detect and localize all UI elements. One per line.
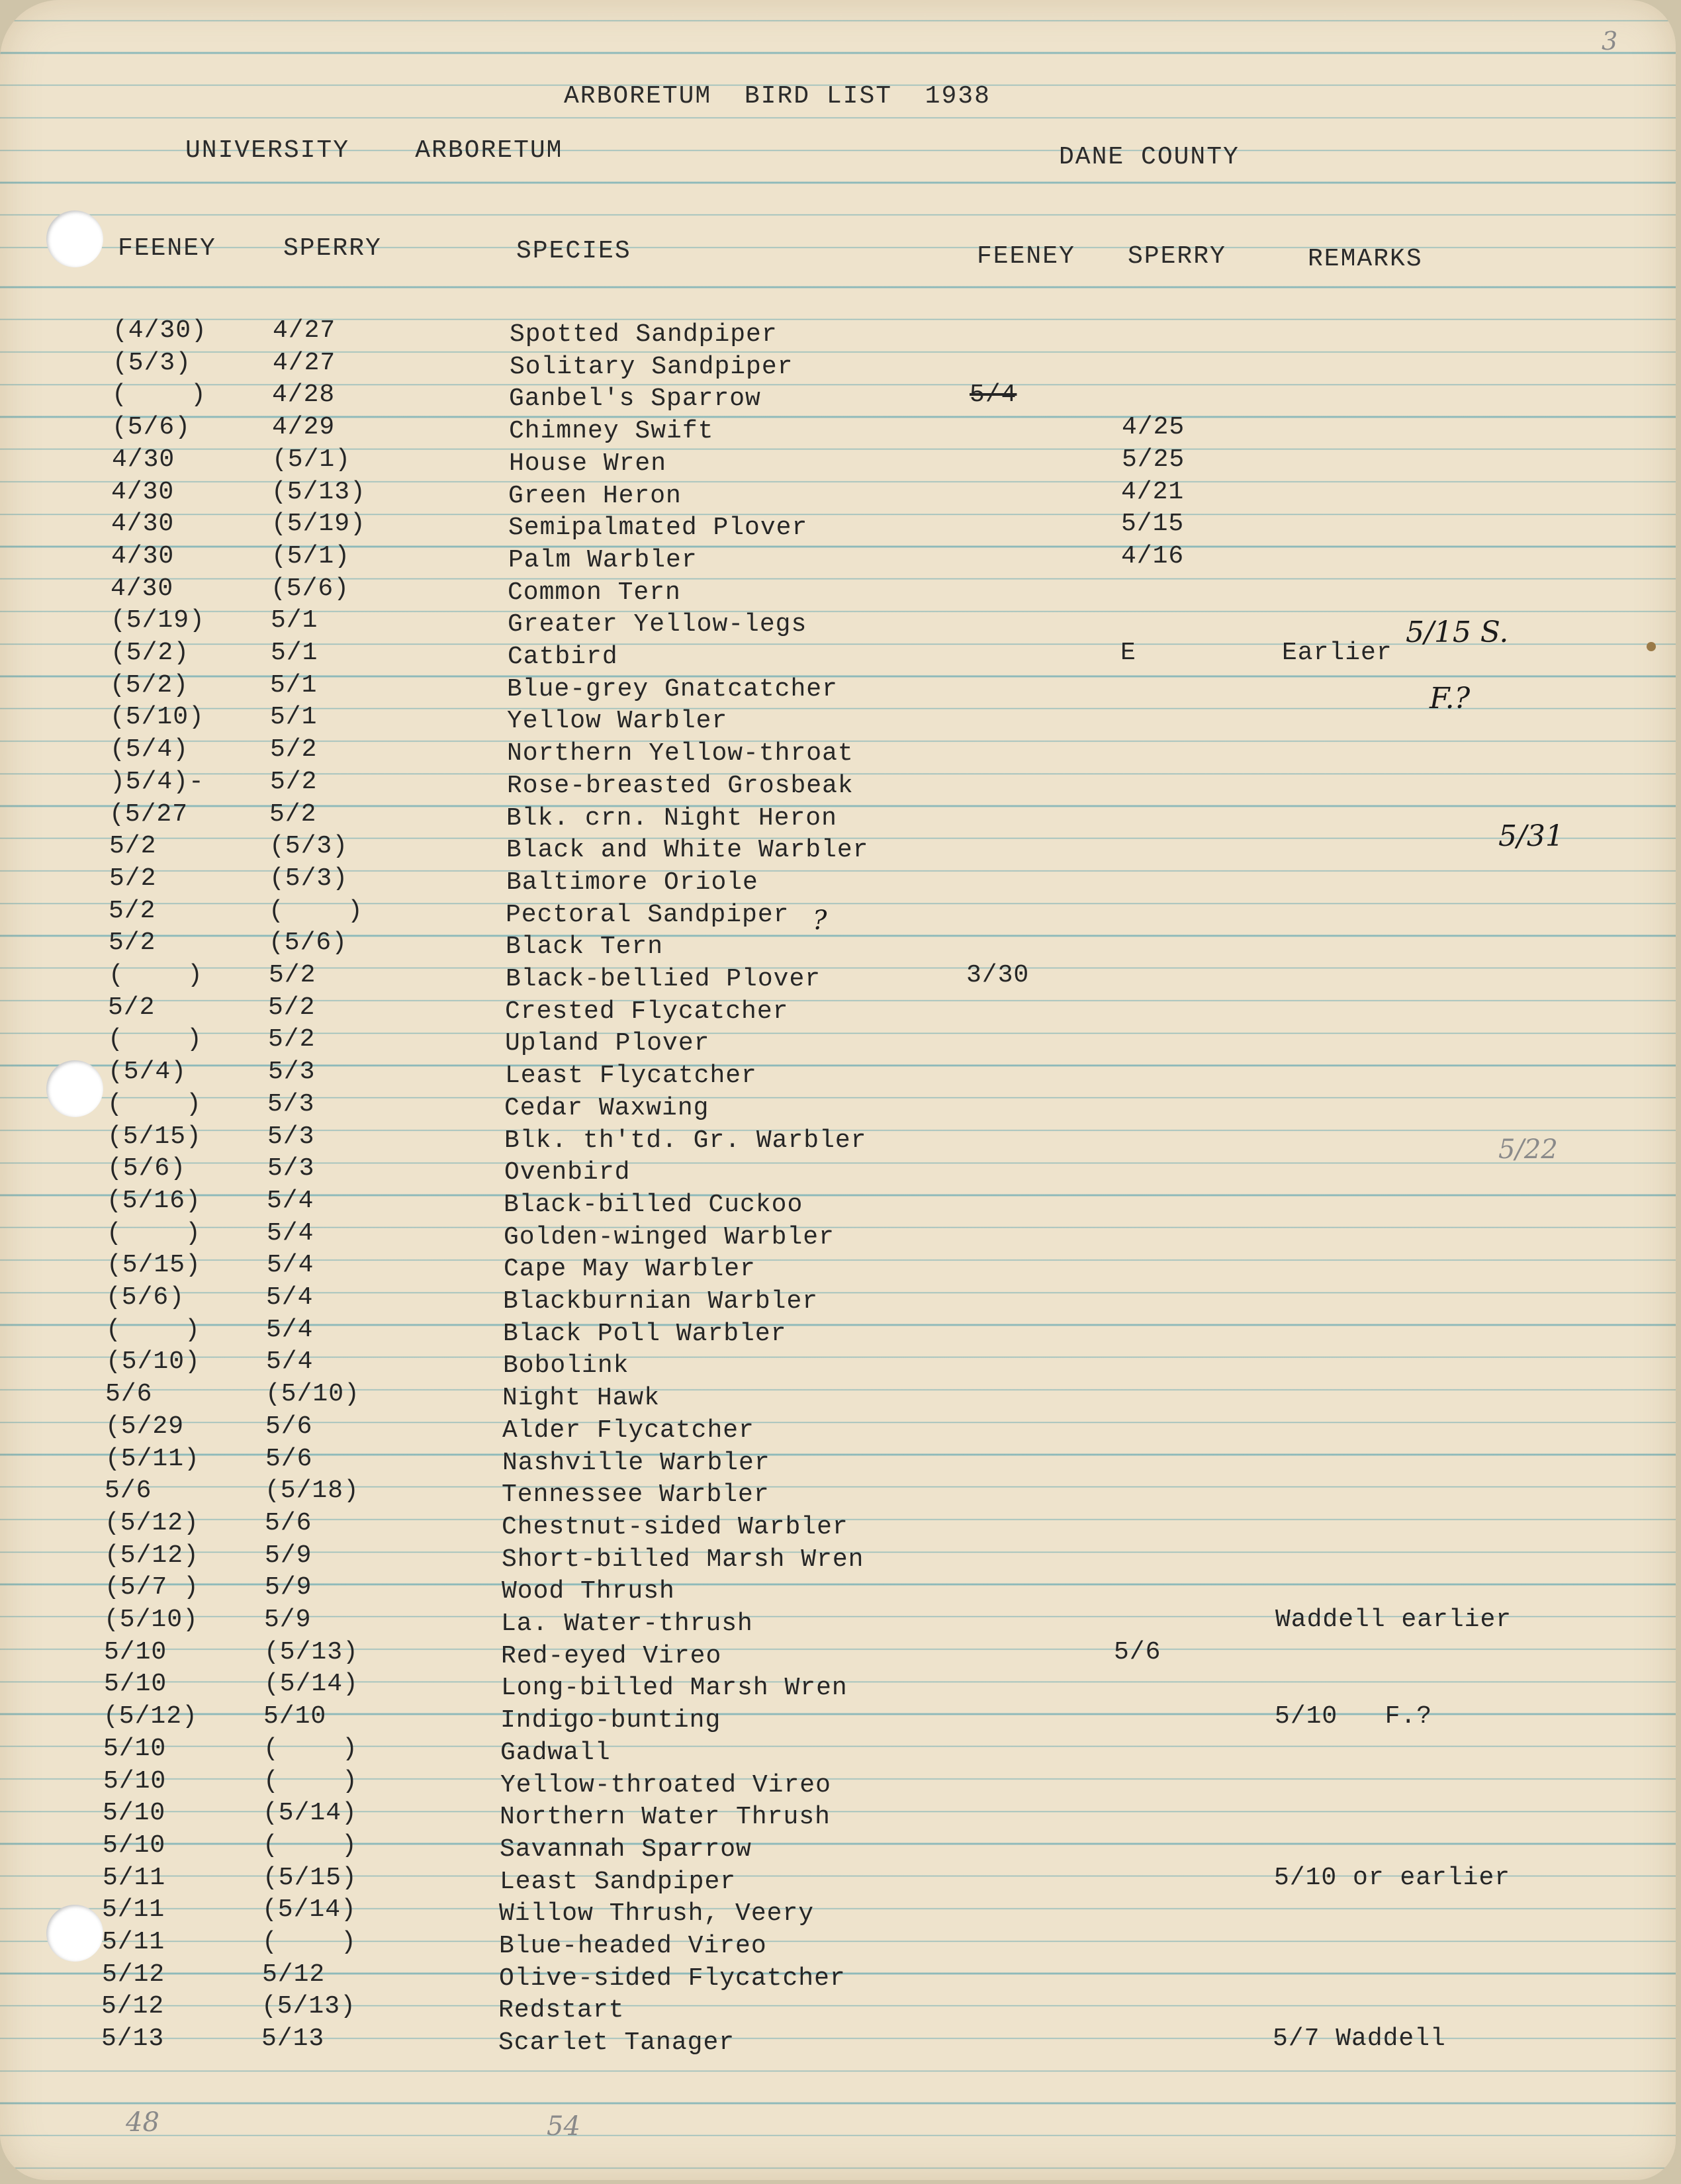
- species-name: Bobolink: [503, 1351, 629, 1381]
- table-row: [0, 1864, 1681, 1895]
- sperry-date: 5/9: [265, 1541, 312, 1570]
- sperry-date: (5/10): [265, 1380, 360, 1409]
- sperry-date: (5/13): [271, 477, 366, 506]
- sperry-date: ( ): [262, 1928, 357, 1956]
- feeney-date: (5/2): [111, 639, 190, 667]
- table-row: [0, 1380, 1681, 1412]
- sperry-secondary-date: 4/16: [1121, 541, 1185, 570]
- feeney-date: (5/2): [110, 670, 189, 700]
- species-name: Upland Plover: [505, 1029, 710, 1058]
- sperry-secondary-date: 5/15: [1121, 510, 1185, 539]
- sperry-date: 5/3: [267, 1154, 315, 1183]
- remarks: 5/10 F.?: [1275, 1702, 1433, 1731]
- species-name: Solitary Sandpiper: [510, 352, 794, 381]
- species-name: Blk. crn. Night Heron: [506, 803, 837, 833]
- sperry-date: 5/1: [270, 703, 318, 732]
- column-header-sperry: SPERRY: [283, 234, 382, 263]
- sperry-date: (5/3): [269, 832, 349, 861]
- species-name: Ovenbird: [504, 1158, 631, 1187]
- feeney-date: (5/10): [104, 1606, 199, 1634]
- species-name: Tennessee Warbler: [502, 1480, 770, 1510]
- feeney-date: 5/11: [103, 1863, 166, 1892]
- feeney-date: (5/15): [107, 1251, 201, 1280]
- sperry-date: 5/3: [268, 1058, 316, 1087]
- location-left: UNIVERSITY ARBORETUM: [185, 136, 563, 165]
- sperry-date: 5/10: [263, 1702, 327, 1731]
- feeney-date: 5/10: [103, 1766, 167, 1796]
- species-name: Cape May Warbler: [504, 1255, 756, 1284]
- feeney-date: 4/30: [111, 510, 175, 539]
- remarks: Earlier: [1282, 639, 1392, 667]
- page-number: 3: [1602, 26, 1618, 56]
- table-row: [0, 2025, 1681, 2056]
- punch-hole-top: [46, 210, 103, 267]
- sperry-date: (5/14): [264, 1670, 359, 1699]
- feeney-date: 5/10: [104, 1670, 167, 1699]
- column-header-species: SPECIES: [516, 237, 631, 265]
- feeney-date: 5/12: [102, 1960, 165, 1989]
- sperry-date: 5/4: [267, 1186, 314, 1215]
- species-name: Golden-winged Warbler: [504, 1222, 835, 1251]
- species-name: Night Hawk: [502, 1384, 660, 1413]
- table-row: [0, 381, 1681, 412]
- feeney-date: 5/2: [109, 896, 156, 925]
- sperry-date: ( ): [269, 896, 363, 925]
- species-name: Scarlet Tanager: [498, 2028, 735, 2058]
- feeney-date: ( ): [112, 381, 206, 410]
- species-name: Northern Yellow-throat: [507, 739, 854, 768]
- species-name: Chimney Swift: [509, 417, 714, 446]
- table-row: [0, 542, 1681, 574]
- handwritten-mark-pectoral: ?: [813, 905, 827, 936]
- sperry-date: 5/1: [271, 639, 318, 667]
- sperry-date: 5/4: [267, 1218, 314, 1248]
- table-row: [0, 478, 1681, 510]
- feeney-date: (5/3): [113, 348, 192, 377]
- sperry-date: 5/4: [266, 1283, 314, 1312]
- table-row: [0, 1445, 1681, 1477]
- table-row: [0, 1283, 1681, 1315]
- species-name: Gadwall: [500, 1738, 611, 1767]
- feeney-date: 5/13: [101, 2025, 165, 2054]
- species-name: Indigo-bunting: [500, 1706, 721, 1735]
- handwritten-note-night-heron: 5/31: [1498, 819, 1564, 853]
- column-header-feeney: FEENEY: [118, 234, 216, 263]
- feeney-date: (5/7 ): [105, 1573, 199, 1602]
- table-row: [0, 349, 1681, 381]
- table-row: [0, 1928, 1681, 1960]
- sperry-date: 5/6: [265, 1412, 313, 1441]
- table-row: [0, 1412, 1681, 1444]
- species-name: Blue-headed Vireo: [499, 1932, 767, 1960]
- feeney-date: (5/4): [108, 1058, 187, 1087]
- sperry-date: 4/27: [273, 348, 336, 377]
- species-name: Olive-sided Flycatcher: [499, 1964, 846, 1993]
- table-row: [0, 1477, 1681, 1508]
- feeney-date: (5/11): [105, 1444, 200, 1473]
- feeney-date: ( ): [106, 1315, 201, 1344]
- feeney-date: (5/12): [103, 1702, 198, 1731]
- feeney-date: 4/30: [111, 541, 175, 570]
- table-row: [0, 1122, 1681, 1154]
- table-row: [0, 1895, 1681, 1927]
- feeney-date: (5/19): [111, 606, 205, 635]
- table-row: [0, 445, 1681, 477]
- sperry-date: ( ): [263, 1734, 358, 1763]
- feeney-secondary-date: 3/30: [966, 961, 1030, 989]
- species-name: Pectoral Sandpiper: [506, 900, 790, 929]
- sperry-date: ( ): [263, 1831, 357, 1860]
- species-name: Black-billed Cuckoo: [504, 1190, 803, 1219]
- table-row: [0, 1960, 1681, 1992]
- species-name: Chestnut-sided Warbler: [502, 1512, 848, 1541]
- species-name: Black and White Warbler: [506, 836, 869, 865]
- table-row: [0, 1316, 1681, 1347]
- table-row: [0, 1670, 1681, 1702]
- feeney-date: (5/15): [107, 1122, 202, 1151]
- sperry-date: (5/1): [271, 541, 351, 570]
- table-row: [0, 316, 1681, 348]
- sperry-date: 5/2: [269, 799, 317, 829]
- sperry-date: (5/14): [263, 1799, 357, 1828]
- species-name: House Wren: [509, 449, 667, 478]
- sperry-date: 5/1: [271, 606, 318, 635]
- species-name: Blk. th'td. Gr. Warbler: [504, 1126, 867, 1155]
- table-row: [0, 768, 1681, 799]
- column-header-sperry-2: SPERRY: [1128, 242, 1226, 271]
- sperry-date: 5/2: [270, 735, 318, 764]
- feeney-date: 4/30: [112, 445, 175, 474]
- feeney-date: ( ): [107, 1089, 202, 1118]
- species-name: La. Water-thrush: [501, 1610, 753, 1638]
- table-row: [0, 1154, 1681, 1186]
- table-row: [0, 1509, 1681, 1541]
- species-name: Short-billed Marsh Wren: [502, 1545, 864, 1574]
- feeney-date: (5/12): [105, 1541, 199, 1570]
- table-row: [0, 1831, 1681, 1863]
- sperry-date: 4/28: [272, 381, 336, 410]
- sperry-date: (5/13): [264, 1637, 359, 1666]
- sperry-date: 5/13: [261, 2025, 325, 2054]
- species-name: Black-bellied Plover: [506, 965, 821, 993]
- species-name: Yellow-throated Vireo: [500, 1770, 831, 1799]
- table-row: [0, 1025, 1681, 1057]
- feeney-date: (5/6): [107, 1154, 187, 1183]
- species-name: Blackburnian Warbler: [503, 1287, 819, 1316]
- sperry-date: 5/12: [262, 1960, 326, 1989]
- table-row: [0, 671, 1681, 703]
- sperry-secondary-date: 5/25: [1122, 445, 1185, 474]
- species-name: Greater Yellow-legs: [508, 610, 807, 639]
- sperry-date: (5/15): [263, 1863, 357, 1892]
- table-row: [0, 1058, 1681, 1089]
- sperry-date: ( ): [263, 1766, 358, 1796]
- total-feeney: 48: [126, 2107, 159, 2138]
- table-row: [0, 961, 1681, 993]
- species-name: Alder Flycatcher: [502, 1416, 754, 1445]
- feeney-date: ( ): [108, 1025, 203, 1054]
- table-row: [0, 1735, 1681, 1766]
- sperry-date: 5/9: [264, 1606, 312, 1634]
- sperry-secondary-date: E: [1120, 639, 1136, 667]
- table-row: [0, 1767, 1681, 1799]
- sperry-date: (5/3): [269, 864, 349, 893]
- table-row: [0, 800, 1681, 832]
- sperry-date: 5/4: [267, 1251, 314, 1280]
- feeney-date: 5/12: [101, 1992, 165, 2021]
- handwritten-note-gnatcatcher: F.?: [1430, 682, 1471, 715]
- table-row: [0, 1992, 1681, 2024]
- sperry-date: 5/3: [267, 1089, 315, 1118]
- species-name: Common Tern: [508, 578, 681, 607]
- feeney-date: (5/10): [110, 703, 204, 732]
- sperry-date: 5/4: [266, 1347, 314, 1377]
- species-name: Red-eyed Vireo: [501, 1641, 722, 1670]
- table-row: [0, 1187, 1681, 1218]
- feeney-date: 5/6: [105, 1477, 152, 1506]
- table-row: [0, 1573, 1681, 1605]
- species-name: Long-billed Marsh Wren: [501, 1674, 848, 1703]
- sperry-date: 4/29: [272, 413, 336, 442]
- sperry-date: (5/13): [261, 1992, 356, 2021]
- table-row: [0, 993, 1681, 1025]
- feeney-date: 5/6: [105, 1380, 153, 1409]
- species-name: Semipalmated Plover: [508, 514, 808, 543]
- feeney-date: 5/10: [103, 1799, 166, 1828]
- sperry-date: (5/1): [272, 445, 351, 474]
- table-row: [0, 1799, 1681, 1831]
- sperry-date: 5/2: [270, 767, 318, 796]
- feeney-date: 4/30: [111, 574, 174, 603]
- sperry-date: 5/4: [266, 1315, 314, 1344]
- table-row: [0, 703, 1681, 735]
- sperry-date: (5/6): [271, 574, 350, 603]
- feeney-secondary-date: 5/4: [970, 381, 1017, 410]
- table-row: [0, 413, 1681, 445]
- feeney-date: (5/10): [106, 1347, 201, 1377]
- sperry-date: 5/1: [270, 670, 318, 700]
- species-name: Spotted Sandpiper: [510, 320, 778, 349]
- species-name: Blue-grey Gnatcatcher: [507, 674, 838, 704]
- table-row: [0, 1638, 1681, 1670]
- pencil-note-warbler: 5/22: [1498, 1134, 1558, 1165]
- table-row: [0, 1347, 1681, 1379]
- species-name: Cedar Waxwing: [504, 1093, 709, 1122]
- table-row: [0, 1541, 1681, 1573]
- table-row: [0, 1251, 1681, 1283]
- remarks: 5/10 or earlier: [1274, 1863, 1511, 1892]
- sperry-date: 5/9: [265, 1573, 312, 1602]
- species-name: Yellow Warbler: [507, 707, 728, 736]
- table-row: [0, 1219, 1681, 1251]
- feeney-date: 5/2: [108, 993, 156, 1022]
- table-row: [0, 929, 1681, 960]
- species-name: Black Poll Warbler: [503, 1319, 787, 1348]
- species-name: Nashville Warbler: [502, 1448, 770, 1477]
- species-name: Baltimore Oriole: [506, 868, 758, 897]
- sperry-date: 5/6: [265, 1444, 313, 1473]
- location-right: DANE COUNTY: [1059, 143, 1240, 171]
- sperry-date: 4/27: [273, 316, 336, 345]
- table-row: [0, 1090, 1681, 1122]
- feeney-date: 5/10: [103, 1831, 166, 1860]
- feeney-date: (5/4): [110, 735, 189, 764]
- feeney-date: 5/2: [109, 832, 157, 861]
- total-sperry: 54: [547, 2111, 580, 2142]
- sperry-secondary-date: 4/25: [1122, 413, 1185, 442]
- handwritten-note-catbird: 5/15 S.: [1406, 615, 1509, 649]
- feeney-date: (5/16): [107, 1186, 201, 1215]
- sperry-secondary-date: 5/6: [1114, 1637, 1161, 1666]
- remarks: 5/7 Waddell: [1273, 2025, 1446, 2054]
- table-row: [0, 1702, 1681, 1734]
- table-row: [0, 897, 1681, 929]
- species-name: Rose-breasted Grosbeak: [507, 771, 854, 800]
- feeney-date: 5/2: [109, 929, 156, 958]
- species-name: Least Sandpiper: [500, 1867, 737, 1896]
- feeney-date: (4/30): [113, 316, 207, 345]
- sperry-date: 5/6: [265, 1508, 312, 1537]
- table-row: [0, 510, 1681, 541]
- page-title: ARBORETUM BIRD LIST 1938: [564, 82, 991, 111]
- table-row: [0, 832, 1681, 864]
- species-name: Catbird: [508, 643, 618, 671]
- sperry-date: (5/6): [269, 929, 348, 958]
- table-row: [0, 735, 1681, 767]
- feeney-date: (5/29: [105, 1412, 185, 1441]
- species-name: Savannah Sparrow: [500, 1835, 752, 1864]
- feeney-date: (5/6): [112, 413, 191, 442]
- sperry-secondary-date: 4/21: [1121, 477, 1185, 506]
- species-name: Palm Warbler: [508, 545, 698, 574]
- feeney-date: ( ): [109, 961, 203, 989]
- feeney-date: )5/4)-: [110, 767, 204, 796]
- species-name: Least Flycatcher: [505, 1062, 757, 1091]
- species-name: Redstart: [498, 1996, 625, 2025]
- species-name: Northern Water Thrush: [500, 1803, 831, 1832]
- remarks: Waddell earlier: [1275, 1606, 1512, 1634]
- feeney-date: (5/12): [105, 1508, 199, 1537]
- feeney-date: 5/11: [102, 1928, 165, 1956]
- feeney-date: 5/11: [102, 1895, 165, 1925]
- species-name: Willow Thrush, Veery: [499, 1899, 815, 1929]
- sperry-date: 5/2: [268, 993, 316, 1022]
- column-header-remarks: REMARKS: [1308, 245, 1423, 273]
- feeney-date: 4/30: [111, 477, 175, 506]
- table-row: [0, 1606, 1681, 1637]
- species-name: Ganbel's Sparrow: [509, 385, 761, 414]
- feeney-date: ( ): [107, 1218, 201, 1248]
- species-name: Wood Thrush: [502, 1577, 675, 1606]
- feeney-date: (5/27: [109, 799, 189, 829]
- sperry-date: (5/18): [265, 1477, 359, 1506]
- table-row: [0, 864, 1681, 896]
- feeney-date: (5/6): [106, 1283, 185, 1312]
- table-row: [0, 574, 1681, 606]
- feeney-date: 5/2: [109, 864, 157, 893]
- sperry-date: 5/2: [269, 961, 316, 989]
- sperry-date: 5/3: [267, 1122, 315, 1151]
- species-name: Black Tern: [506, 933, 664, 962]
- species-name: Crested Flycatcher: [505, 997, 789, 1026]
- column-header-feeney-2: FEENEY: [977, 242, 1075, 271]
- sperry-date: (5/14): [262, 1895, 357, 1925]
- species-name: Green Heron: [508, 481, 682, 510]
- sperry-date: (5/19): [271, 510, 366, 539]
- sperry-date: 5/2: [268, 1025, 316, 1054]
- feeney-date: 5/10: [104, 1637, 167, 1666]
- feeney-date: 5/10: [103, 1734, 167, 1763]
